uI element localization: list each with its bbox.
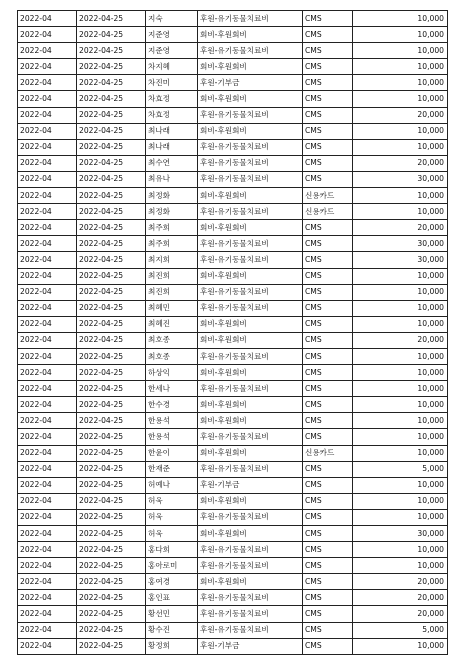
- date-cell: 2022-04-25: [77, 542, 146, 558]
- table-row: [18, 107, 448, 123]
- category-cell: 회비-후원회비: [198, 27, 303, 43]
- category-cell: 회비-후원회비: [198, 445, 303, 461]
- amount-cell: 10,000: [353, 188, 448, 204]
- category-cell: 후원-유기동물치료비: [198, 606, 303, 622]
- amount-cell: 10,000: [353, 43, 448, 59]
- date-cell: 2022-04-25: [77, 332, 146, 348]
- category-cell: 회비-후원회비: [198, 397, 303, 413]
- table-row: [18, 445, 448, 461]
- month-cell: 2022-04: [18, 300, 77, 316]
- date-cell: 2022-04-25: [77, 188, 146, 204]
- table-row: [18, 268, 448, 284]
- table-row: [18, 381, 448, 397]
- amount-cell: 10,000: [353, 413, 448, 429]
- donor-name-cell: 차진미: [146, 75, 198, 91]
- month-cell: 2022-04: [18, 461, 77, 477]
- table-row: [18, 622, 448, 638]
- date-cell: 2022-04-25: [77, 348, 146, 364]
- payment-method-cell: CMS: [303, 542, 353, 558]
- month-cell: 2022-04: [18, 558, 77, 574]
- table-row: [18, 188, 448, 204]
- donor-name-cell: 최혜진: [146, 316, 198, 332]
- category-cell: 회비-후원회비: [198, 220, 303, 236]
- payment-method-cell: CMS: [303, 332, 353, 348]
- amount-cell: 10,000: [353, 204, 448, 220]
- donor-name-cell: 최정화: [146, 188, 198, 204]
- category-cell: 회비-후원회비: [198, 123, 303, 139]
- table-row: [18, 123, 448, 139]
- month-cell: 2022-04: [18, 220, 77, 236]
- table-row: [18, 204, 448, 220]
- month-cell: 2022-04: [18, 107, 77, 123]
- donor-name-cell: 최주희: [146, 236, 198, 252]
- date-cell: 2022-04-25: [77, 11, 146, 27]
- amount-cell: 10,000: [353, 91, 448, 107]
- payment-method-cell: CMS: [303, 526, 353, 542]
- month-cell: 2022-04: [18, 542, 77, 558]
- donor-name-cell: 지준영: [146, 27, 198, 43]
- payment-method-cell: CMS: [303, 493, 353, 509]
- month-cell: 2022-04: [18, 75, 77, 91]
- table-row: [18, 558, 448, 574]
- date-cell: 2022-04-25: [77, 252, 146, 268]
- payment-method-cell: CMS: [303, 284, 353, 300]
- ledger-body: [18, 11, 448, 655]
- date-cell: 2022-04-25: [77, 606, 146, 622]
- month-cell: 2022-04: [18, 429, 77, 445]
- payment-method-cell: CMS: [303, 558, 353, 574]
- payment-method-cell: CMS: [303, 413, 353, 429]
- table-row: [18, 509, 448, 525]
- donor-name-cell: 최호종: [146, 348, 198, 364]
- payment-method-cell: CMS: [303, 268, 353, 284]
- amount-cell: 10,000: [353, 542, 448, 558]
- month-cell: 2022-04: [18, 638, 77, 654]
- payment-method-cell: CMS: [303, 155, 353, 171]
- amount-cell: 30,000: [353, 171, 448, 187]
- category-cell: 회비-후원회비: [198, 526, 303, 542]
- date-cell: 2022-04-25: [77, 204, 146, 220]
- amount-cell: 20,000: [353, 220, 448, 236]
- category-cell: 후원-유기동물치료비: [198, 11, 303, 27]
- month-cell: 2022-04: [18, 123, 77, 139]
- payment-method-cell: CMS: [303, 107, 353, 123]
- payment-method-cell: CMS: [303, 59, 353, 75]
- payment-method-cell: CMS: [303, 43, 353, 59]
- month-cell: 2022-04: [18, 365, 77, 381]
- amount-cell: 20,000: [353, 155, 448, 171]
- date-cell: 2022-04-25: [77, 365, 146, 381]
- donor-name-cell: 한세나: [146, 381, 198, 397]
- category-cell: 후원-유기동물치료비: [198, 236, 303, 252]
- category-cell: 후원-기부금: [198, 638, 303, 654]
- payment-method-cell: CMS: [303, 574, 353, 590]
- table-row: [18, 236, 448, 252]
- payment-method-cell: CMS: [303, 590, 353, 606]
- date-cell: 2022-04-25: [77, 123, 146, 139]
- amount-cell: 10,000: [353, 300, 448, 316]
- amount-cell: 10,000: [353, 477, 448, 493]
- category-cell: 후원-유기동물치료비: [198, 300, 303, 316]
- date-cell: 2022-04-25: [77, 284, 146, 300]
- amount-cell: 20,000: [353, 107, 448, 123]
- payment-method-cell: CMS: [303, 397, 353, 413]
- payment-method-cell: CMS: [303, 381, 353, 397]
- amount-cell: 10,000: [353, 558, 448, 574]
- category-cell: 후원-유기동물치료비: [198, 107, 303, 123]
- date-cell: 2022-04-25: [77, 445, 146, 461]
- category-cell: 후원-유기동물치료비: [198, 348, 303, 364]
- month-cell: 2022-04: [18, 284, 77, 300]
- category-cell: 후원-기부금: [198, 75, 303, 91]
- date-cell: 2022-04-25: [77, 477, 146, 493]
- payment-method-cell: CMS: [303, 139, 353, 155]
- payment-method-cell: CMS: [303, 606, 353, 622]
- date-cell: 2022-04-25: [77, 622, 146, 638]
- table-row: [18, 413, 448, 429]
- month-cell: 2022-04: [18, 381, 77, 397]
- amount-cell: 30,000: [353, 236, 448, 252]
- amount-cell: 10,000: [353, 59, 448, 75]
- amount-cell: 10,000: [353, 397, 448, 413]
- payment-method-cell: CMS: [303, 300, 353, 316]
- category-cell: 회비-후원회비: [198, 574, 303, 590]
- month-cell: 2022-04: [18, 188, 77, 204]
- table-row: [18, 606, 448, 622]
- date-cell: 2022-04-25: [77, 493, 146, 509]
- donor-name-cell: 한수경: [146, 397, 198, 413]
- month-cell: 2022-04: [18, 332, 77, 348]
- donor-name-cell: 차지혜: [146, 59, 198, 75]
- date-cell: 2022-04-25: [77, 236, 146, 252]
- amount-cell: 10,000: [353, 123, 448, 139]
- amount-cell: 10,000: [353, 381, 448, 397]
- category-cell: 후원-유기동물치료비: [198, 461, 303, 477]
- date-cell: 2022-04-25: [77, 268, 146, 284]
- table-row: [18, 75, 448, 91]
- table-row: [18, 638, 448, 654]
- category-cell: 회비-후원회비: [198, 268, 303, 284]
- category-cell: 후원-유기동물치료비: [198, 284, 303, 300]
- donor-name-cell: 최유나: [146, 171, 198, 187]
- category-cell: 회비-후원회비: [198, 493, 303, 509]
- table-row: [18, 139, 448, 155]
- table-row: [18, 316, 448, 332]
- month-cell: 2022-04: [18, 43, 77, 59]
- table-row: [18, 11, 448, 27]
- table-row: [18, 220, 448, 236]
- amount-cell: 20,000: [353, 332, 448, 348]
- month-cell: 2022-04: [18, 526, 77, 542]
- table-row: [18, 300, 448, 316]
- month-cell: 2022-04: [18, 509, 77, 525]
- amount-cell: 5,000: [353, 622, 448, 638]
- table-row: [18, 284, 448, 300]
- amount-cell: 20,000: [353, 606, 448, 622]
- donor-name-cell: 최수연: [146, 155, 198, 171]
- donor-name-cell: 허욱: [146, 509, 198, 525]
- payment-method-cell: CMS: [303, 509, 353, 525]
- amount-cell: 10,000: [353, 445, 448, 461]
- month-cell: 2022-04: [18, 252, 77, 268]
- amount-cell: 10,000: [353, 365, 448, 381]
- amount-cell: 10,000: [353, 509, 448, 525]
- month-cell: 2022-04: [18, 91, 77, 107]
- month-cell: 2022-04: [18, 59, 77, 75]
- amount-cell: 5,000: [353, 461, 448, 477]
- amount-cell: 10,000: [353, 11, 448, 27]
- amount-cell: 10,000: [353, 27, 448, 43]
- month-cell: 2022-04: [18, 171, 77, 187]
- month-cell: 2022-04: [18, 316, 77, 332]
- month-cell: 2022-04: [18, 622, 77, 638]
- payment-method-cell: 신용카드: [303, 188, 353, 204]
- category-cell: 회비-후원회비: [198, 316, 303, 332]
- date-cell: 2022-04-25: [77, 59, 146, 75]
- payment-method-cell: CMS: [303, 622, 353, 638]
- donor-name-cell: 한윤이: [146, 445, 198, 461]
- table-row: [18, 59, 448, 75]
- month-cell: 2022-04: [18, 493, 77, 509]
- donor-name-cell: 차효정: [146, 107, 198, 123]
- payment-method-cell: CMS: [303, 27, 353, 43]
- category-cell: 회비-후원회비: [198, 332, 303, 348]
- table-row: [18, 526, 448, 542]
- date-cell: 2022-04-25: [77, 91, 146, 107]
- date-cell: 2022-04-25: [77, 558, 146, 574]
- amount-cell: 20,000: [353, 574, 448, 590]
- date-cell: 2022-04-25: [77, 171, 146, 187]
- table-row: [18, 348, 448, 364]
- payment-method-cell: CMS: [303, 461, 353, 477]
- table-row: [18, 574, 448, 590]
- month-cell: 2022-04: [18, 139, 77, 155]
- amount-cell: 10,000: [353, 316, 448, 332]
- table-row: [18, 171, 448, 187]
- payment-method-cell: CMS: [303, 91, 353, 107]
- month-cell: 2022-04: [18, 445, 77, 461]
- payment-method-cell: CMS: [303, 477, 353, 493]
- donor-name-cell: 홍다희: [146, 542, 198, 558]
- payment-method-cell: CMS: [303, 123, 353, 139]
- payment-method-cell: 신용카드: [303, 204, 353, 220]
- month-cell: 2022-04: [18, 268, 77, 284]
- amount-cell: 10,000: [353, 139, 448, 155]
- date-cell: 2022-04-25: [77, 413, 146, 429]
- donor-name-cell: 최혜민: [146, 300, 198, 316]
- donor-name-cell: 홍아로미: [146, 558, 198, 574]
- donor-name-cell: 홍인표: [146, 590, 198, 606]
- payment-method-cell: 신용카드: [303, 445, 353, 461]
- month-cell: 2022-04: [18, 413, 77, 429]
- table-row: [18, 365, 448, 381]
- amount-cell: 10,000: [353, 284, 448, 300]
- category-cell: 회비-후원회비: [198, 91, 303, 107]
- amount-cell: 30,000: [353, 526, 448, 542]
- donor-name-cell: 한용석: [146, 429, 198, 445]
- date-cell: 2022-04-25: [77, 107, 146, 123]
- date-cell: 2022-04-25: [77, 397, 146, 413]
- date-cell: 2022-04-25: [77, 155, 146, 171]
- category-cell: 후원-유기동물치료비: [198, 381, 303, 397]
- date-cell: 2022-04-25: [77, 526, 146, 542]
- date-cell: 2022-04-25: [77, 509, 146, 525]
- amount-cell: 10,000: [353, 268, 448, 284]
- date-cell: 2022-04-25: [77, 429, 146, 445]
- table-row: [18, 91, 448, 107]
- table-row: [18, 461, 448, 477]
- month-cell: 2022-04: [18, 574, 77, 590]
- category-cell: 후원-유기동물치료비: [198, 429, 303, 445]
- category-cell: 후원-유기동물치료비: [198, 252, 303, 268]
- donor-name-cell: 허욱: [146, 526, 198, 542]
- amount-cell: 10,000: [353, 429, 448, 445]
- donor-name-cell: 최나래: [146, 139, 198, 155]
- payment-method-cell: CMS: [303, 638, 353, 654]
- date-cell: 2022-04-25: [77, 43, 146, 59]
- amount-cell: 20,000: [353, 590, 448, 606]
- category-cell: 후원-유기동물치료비: [198, 155, 303, 171]
- category-cell: 후원-기부금: [198, 477, 303, 493]
- category-cell: 회비-후원회비: [198, 413, 303, 429]
- date-cell: 2022-04-25: [77, 574, 146, 590]
- category-cell: 후원-유기동물치료비: [198, 558, 303, 574]
- category-cell: 후원-유기동물치료비: [198, 43, 303, 59]
- category-cell: 후원-유기동물치료비: [198, 590, 303, 606]
- month-cell: 2022-04: [18, 236, 77, 252]
- donor-name-cell: 황선민: [146, 606, 198, 622]
- category-cell: 후원-유기동물치료비: [198, 622, 303, 638]
- donor-name-cell: 황정희: [146, 638, 198, 654]
- payment-method-cell: CMS: [303, 171, 353, 187]
- table-row: [18, 493, 448, 509]
- donor-name-cell: 최정화: [146, 204, 198, 220]
- category-cell: 후원-유기동물치료비: [198, 542, 303, 558]
- date-cell: 2022-04-25: [77, 316, 146, 332]
- table-row: [18, 332, 448, 348]
- donor-name-cell: 허욱: [146, 493, 198, 509]
- payment-method-cell: CMS: [303, 11, 353, 27]
- table-row: [18, 590, 448, 606]
- table-row: [18, 252, 448, 268]
- payment-method-cell: CMS: [303, 236, 353, 252]
- donation-ledger-table: [17, 10, 448, 655]
- donor-name-cell: 허예나: [146, 477, 198, 493]
- payment-method-cell: CMS: [303, 429, 353, 445]
- payment-method-cell: CMS: [303, 252, 353, 268]
- month-cell: 2022-04: [18, 155, 77, 171]
- table-row: [18, 155, 448, 171]
- donor-name-cell: 지숙: [146, 11, 198, 27]
- date-cell: 2022-04-25: [77, 638, 146, 654]
- donor-name-cell: 지준영: [146, 43, 198, 59]
- category-cell: 회비-후원회비: [198, 365, 303, 381]
- donor-name-cell: 최진희: [146, 284, 198, 300]
- month-cell: 2022-04: [18, 477, 77, 493]
- donor-name-cell: 최지희: [146, 252, 198, 268]
- date-cell: 2022-04-25: [77, 139, 146, 155]
- month-cell: 2022-04: [18, 348, 77, 364]
- date-cell: 2022-04-25: [77, 300, 146, 316]
- donor-name-cell: 하상익: [146, 365, 198, 381]
- table-row: [18, 542, 448, 558]
- table-row: [18, 27, 448, 43]
- month-cell: 2022-04: [18, 397, 77, 413]
- donor-name-cell: 최진희: [146, 268, 198, 284]
- date-cell: 2022-04-25: [77, 220, 146, 236]
- month-cell: 2022-04: [18, 204, 77, 220]
- payment-method-cell: CMS: [303, 365, 353, 381]
- amount-cell: 30,000: [353, 252, 448, 268]
- date-cell: 2022-04-25: [77, 27, 146, 43]
- payment-method-cell: CMS: [303, 316, 353, 332]
- month-cell: 2022-04: [18, 11, 77, 27]
- table-row: [18, 429, 448, 445]
- payment-method-cell: CMS: [303, 348, 353, 364]
- payment-method-cell: CMS: [303, 75, 353, 91]
- donor-name-cell: 황수진: [146, 622, 198, 638]
- month-cell: 2022-04: [18, 590, 77, 606]
- month-cell: 2022-04: [18, 27, 77, 43]
- category-cell: 후원-유기동물치료비: [198, 171, 303, 187]
- donor-name-cell: 최나래: [146, 123, 198, 139]
- date-cell: 2022-04-25: [77, 461, 146, 477]
- donor-name-cell: 최호종: [146, 332, 198, 348]
- payment-method-cell: CMS: [303, 220, 353, 236]
- amount-cell: 10,000: [353, 348, 448, 364]
- table-row: [18, 397, 448, 413]
- date-cell: 2022-04-25: [77, 75, 146, 91]
- amount-cell: 10,000: [353, 75, 448, 91]
- donor-name-cell: 최주희: [146, 220, 198, 236]
- donor-name-cell: 차효정: [146, 91, 198, 107]
- amount-cell: 10,000: [353, 493, 448, 509]
- table-row: [18, 477, 448, 493]
- table-row: [18, 43, 448, 59]
- donor-name-cell: 한용석: [146, 413, 198, 429]
- category-cell: 후원-유기동물치료비: [198, 139, 303, 155]
- date-cell: 2022-04-25: [77, 381, 146, 397]
- date-cell: 2022-04-25: [77, 590, 146, 606]
- category-cell: 회비-후원회비: [198, 188, 303, 204]
- donor-name-cell: 한재준: [146, 461, 198, 477]
- amount-cell: 10,000: [353, 638, 448, 654]
- month-cell: 2022-04: [18, 606, 77, 622]
- category-cell: 후원-유기동물치료비: [198, 509, 303, 525]
- category-cell: 회비-후원회비: [198, 59, 303, 75]
- category-cell: 후원-유기동물치료비: [198, 204, 303, 220]
- donor-name-cell: 홍여경: [146, 574, 198, 590]
